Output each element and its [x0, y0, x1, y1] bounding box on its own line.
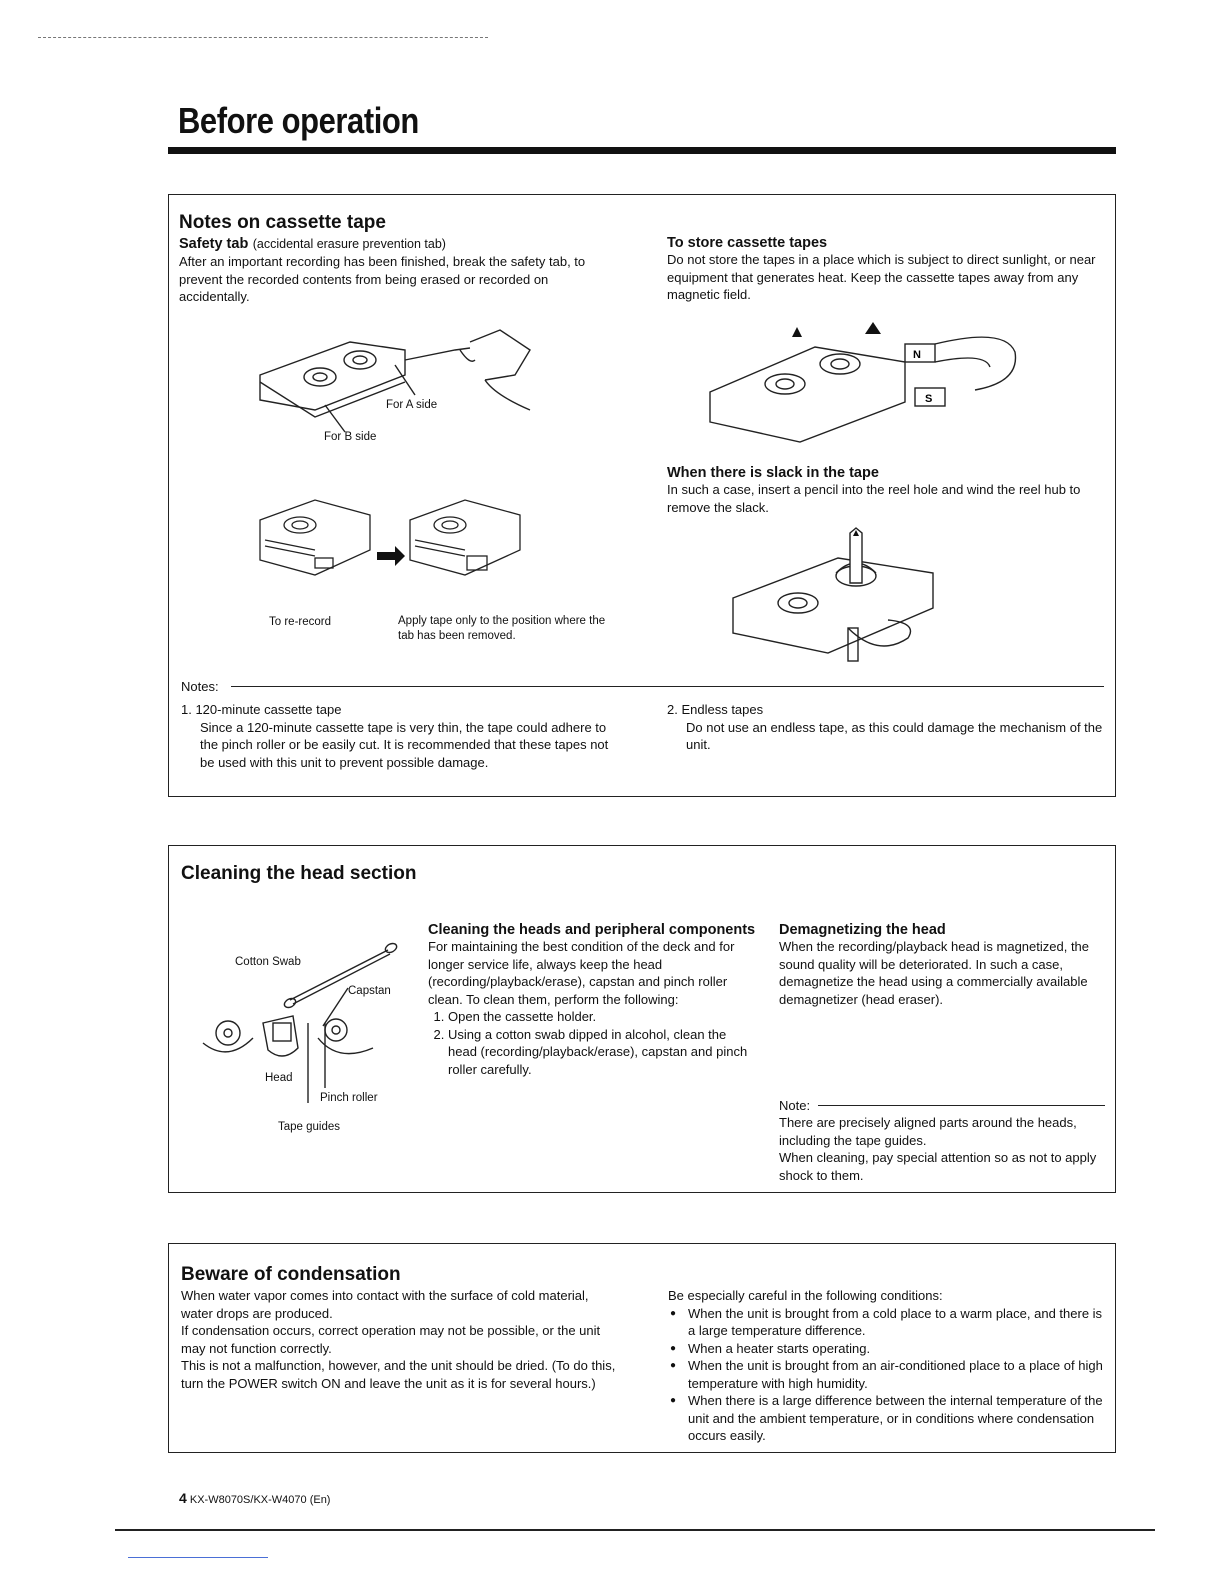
note-2-title: 2. Endless tapes [667, 702, 764, 717]
cleaning-note-body-1: There are precisely aligned parts around the heads, including the tape guides. [779, 1115, 1077, 1148]
fig-label-re-record: To re-record [269, 616, 331, 628]
cleaning-note [779, 1114, 1107, 1184]
cassette-notes-heading: Notes on cassette tape [179, 212, 386, 233]
re-record-illustration [255, 490, 525, 585]
condensation-careful: Be especially careful in the following conditions: [668, 1288, 943, 1303]
fig-label-b-side: For B side [324, 431, 377, 443]
condensation-right [668, 1287, 1108, 1445]
fig-label-tape-guides: Tape guides [278, 1121, 341, 1133]
fig-label-a-side: For A side [386, 399, 438, 411]
condensation-conditions [668, 1305, 1108, 1445]
notes-label: Notes: [181, 679, 219, 694]
safety-tab-body: After an important recording has been finished, break the safety tab, to prevent the recorded contents from being erased or recorded on accidentally. [179, 254, 586, 304]
break-tab-illustration [255, 320, 555, 430]
slack-section [667, 465, 1107, 516]
note-1 [181, 701, 621, 771]
demagnetize-body: When the recording/playback head is magnetized, the sound quality will be deteriorated. In such a case, demagnetize the head using a commercially available demagnetizer (head eraser). [779, 939, 1090, 1007]
magnet-n-label: N [913, 349, 921, 361]
cleaning-heads-body: For maintaining the best condition of the deck and for longer service life, always keep the head (recording/playback/erase), capstan and pinch roller clean. To clean them, perform the following: [428, 939, 735, 1007]
cleaning-step: 2. Using a cotton swab dipped in alcohol, clean the head (recording/playback/erase), capstan and pinch roller carefully. [448, 1026, 758, 1079]
store-section [667, 235, 1105, 304]
head-cleaning-illustration [198, 938, 408, 1108]
condition-item: ● When there is a large difference between the internal temperature of the unit and the ambient temperature, or in conditions where condensation occurs easily. [668, 1392, 1108, 1445]
cleaning-note-label: Note: [779, 1098, 811, 1113]
magnet-s-label: S [925, 393, 933, 405]
demagnetize-section [779, 922, 1107, 1008]
page-title: Before operation [178, 100, 419, 141]
cleaning-heads-section [428, 922, 758, 1078]
slack-title: When there is slack in the tape [667, 465, 879, 481]
note-2-body: Do not use an endless tape, as this could damage the mechanism of the unit. [686, 719, 1103, 752]
cleaning-step: 1. Open the cassette holder. [448, 1008, 758, 1026]
fig-label-cotton-swab: Cotton Swab [235, 956, 301, 968]
safety-tab-title: Safety tab [179, 236, 249, 252]
fig-label-head: Head [265, 1072, 293, 1084]
scan-artifact-top-dash [38, 37, 488, 38]
condensation-p1: When water vapor comes into contact with the surface of cold material, water drops are produced. [181, 1288, 589, 1321]
condition-item: ● When the unit is brought from an air-conditioned place to a place of high temperature with high humidity. [668, 1357, 1108, 1392]
condensation-p2: If condensation occurs, correct operation may not be possible, or the unit may not function correctly. [181, 1323, 601, 1356]
demagnetize-title: Demagnetizing the head [779, 922, 946, 938]
magnet-illustration [705, 322, 1035, 442]
pencil-reel-illustration [728, 528, 943, 663]
note-1-title: 1. 120-minute cassette tape [181, 702, 342, 717]
condition-item: ● When the unit is brought from a cold place to a warm place, and there is a large temperature difference. [668, 1305, 1108, 1340]
cleaning-steps [428, 1008, 758, 1078]
page-footer [179, 1490, 330, 1506]
cleaning-note-body-2: When cleaning, pay special attention so as not to apply shock to them. [779, 1150, 1097, 1183]
note-2 [667, 701, 1107, 754]
store-title: To store cassette tapes [667, 235, 828, 251]
condition-item: ● When a heater starts operating. [668, 1340, 1108, 1358]
cleaning-heading: Cleaning the head section [181, 863, 417, 884]
fig-label-apply-tape: Apply tape only to the position where the tab has been removed. [398, 615, 606, 642]
notes-rule [231, 686, 1104, 687]
cleaning-note-rule [818, 1105, 1105, 1106]
fig-label-capstan: Capstan [348, 985, 391, 997]
footer-rule [115, 1529, 1155, 1531]
fig-label-pinch-roller: Pinch roller [320, 1092, 378, 1104]
page-number: 4 [179, 1490, 187, 1506]
footer-link-underline [128, 1557, 268, 1558]
safety-tab-section [179, 235, 621, 306]
footer-model: KX-W8070S/KX-W4070 (En) [189, 1494, 331, 1506]
slack-body: In such a case, insert a pencil into the reel hole and wind the reel hub to remove the slack. [667, 482, 1081, 515]
title-rule [168, 147, 1116, 154]
cleaning-heads-title: Cleaning the heads and peripheral components [428, 922, 756, 938]
condensation-left [181, 1287, 621, 1392]
note-1-body: Since a 120-minute cassette tape is very thin, the tape could adhere to the pinch roller or be easily cut. It is recommended that these tapes not be used with this unit to prevent possible damage. [200, 719, 609, 770]
condensation-heading: Beware of condensation [181, 1264, 401, 1285]
store-body: Do not store the tapes in a place which is subject to direct sunlight, or near equipment that generates heat. Keep the cassette tapes away from any magnetic field. [667, 252, 1096, 302]
condensation-p3: This is not a malfunction, however, and the unit should be dried. (To do this, turn the POWER switch ON and leave the unit as it is for several hours.) [181, 1358, 616, 1391]
safety-tab-subtitle: (accidental erasure prevention tab) [252, 237, 446, 251]
